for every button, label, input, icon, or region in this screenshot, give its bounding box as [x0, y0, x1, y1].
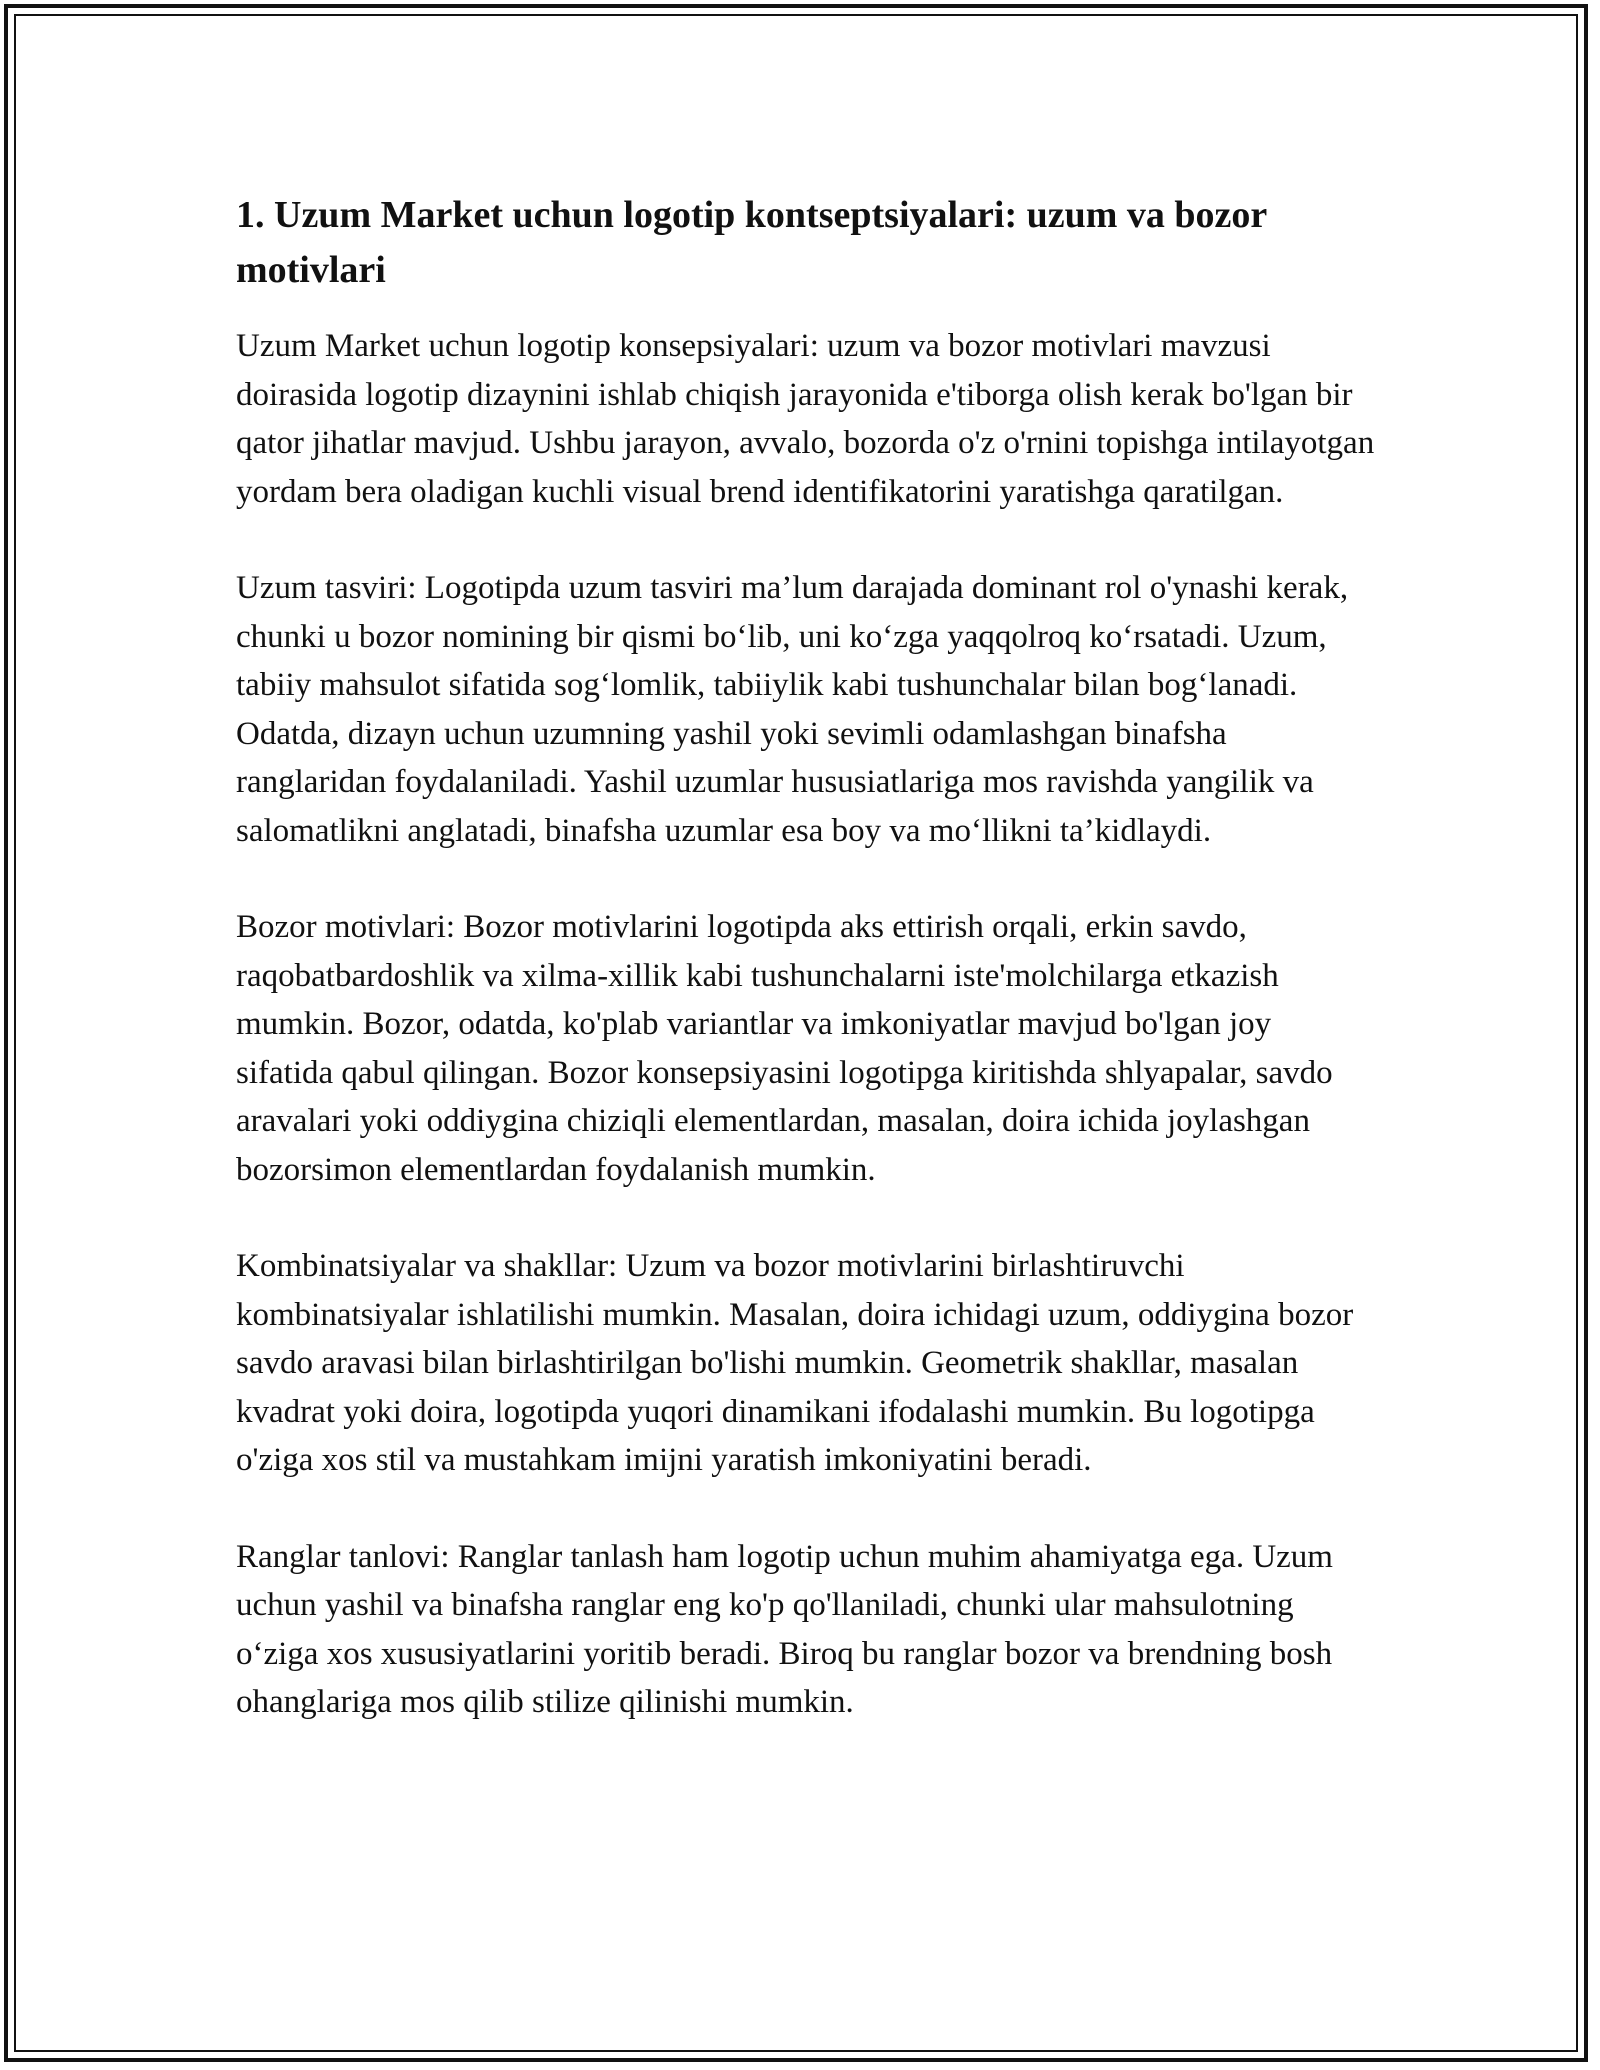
paragraph-uzum-tasviri: Uzum tasviri: Logotipda uzum tasviri ma’lum darajada dominant rol o'ynashi kerak, chunki u bozor nomining bir qismi bo‘lib, uni ko‘zga yaqqolroq ko‘rsatadi. Uzum, tabiiy mahsulot sifatida sog‘lomlik, tabiiylik kabi tushunchalar bilan bog‘lanadi. Odatda, dizayn uchun uzumning yashil yoki sevimli odamlashgan binafsha ranglaridan foydalaniladi. Yashil uzumlar hususiatlariga mos ravishda yangilik va salomatlikni anglatadi, binafsha uzumlar esa boy va mo‘llikni ta’kidlaydi. [236, 570, 1349, 849]
paragraph-intro: Uzum Market uchun logotip konsepsiyalari: uzum va bozor motivlari mavzusi doirasida logotip dizaynini ishlab chiqish jarayonida e'tiborga olish kerak bo'lgan bir qator jihatlar mavjud. Ushbu jarayon, avvalo, bozorda o'z o'rnini topishga intilayotgan yordam bera oladigan kuchli visual brend identifikatorini yaratishga qaratilgan. [236, 328, 1375, 510]
document-body [236, 188, 1376, 1775]
paragraph-kombinatsiyalar: Kombinatsiyalar va shakllar: Uzum va bozor motivlarini birlashtiruvchi kombinatsiyalar ishlatilishi mumkin. Masalan, doira ichidagi uzum, oddiygina bozor savdo aravasi bilan birlashtirilgan bo'lishi mumkin. Geometrik shakllar, masalan kvadrat yoki doira, logotipda yuqori dinamikani ifodalashi mumkin. Bu logotipga o'ziga xos stil va mustahkam imijni yaratish imkoniyatini beradi. [236, 1248, 1354, 1478]
section-heading: 1. Uzum Market uchun logotip kontseptsiyalari: uzum va bozor motivlari [236, 194, 1267, 291]
paragraph-ranglar-tanlovi: Ranglar tanlovi: Ranglar tanlash ham logotip uchun muhim ahamiyatga ega. Uzum uchun yashil va binafsha ranglar eng ko'p qo'llaniladi, chunki ular mahsulotning o‘ziga xos xususiyatlarini yoritib beradi. Biroq bu ranglar bozor va brendning bosh ohanglariga mos qilib stilize qilinishi mumkin. [236, 1538, 1333, 1720]
paragraph-bozor-motivlari: Bozor motivlari: Bozor motivlarini logotipda aks ettirish orqali, erkin savdo, raqobatbardoshlik va xilma-xillik kabi tushunchalarni iste'molchilarga etkazish mumkin. Bozor, odatda, ko'plab variantlar va imkoniyatlar mavjud bo'lgan joy sifatida qabul qilingan. Bozor konsepsiyasini logotipga kiritishda shlyapalar, savdo aravalari yoki oddiygina chiziqli elementlardan, masalan, doira ichida joylashgan bozorsimon elementlardan foydalanish mumkin. [236, 909, 1333, 1188]
